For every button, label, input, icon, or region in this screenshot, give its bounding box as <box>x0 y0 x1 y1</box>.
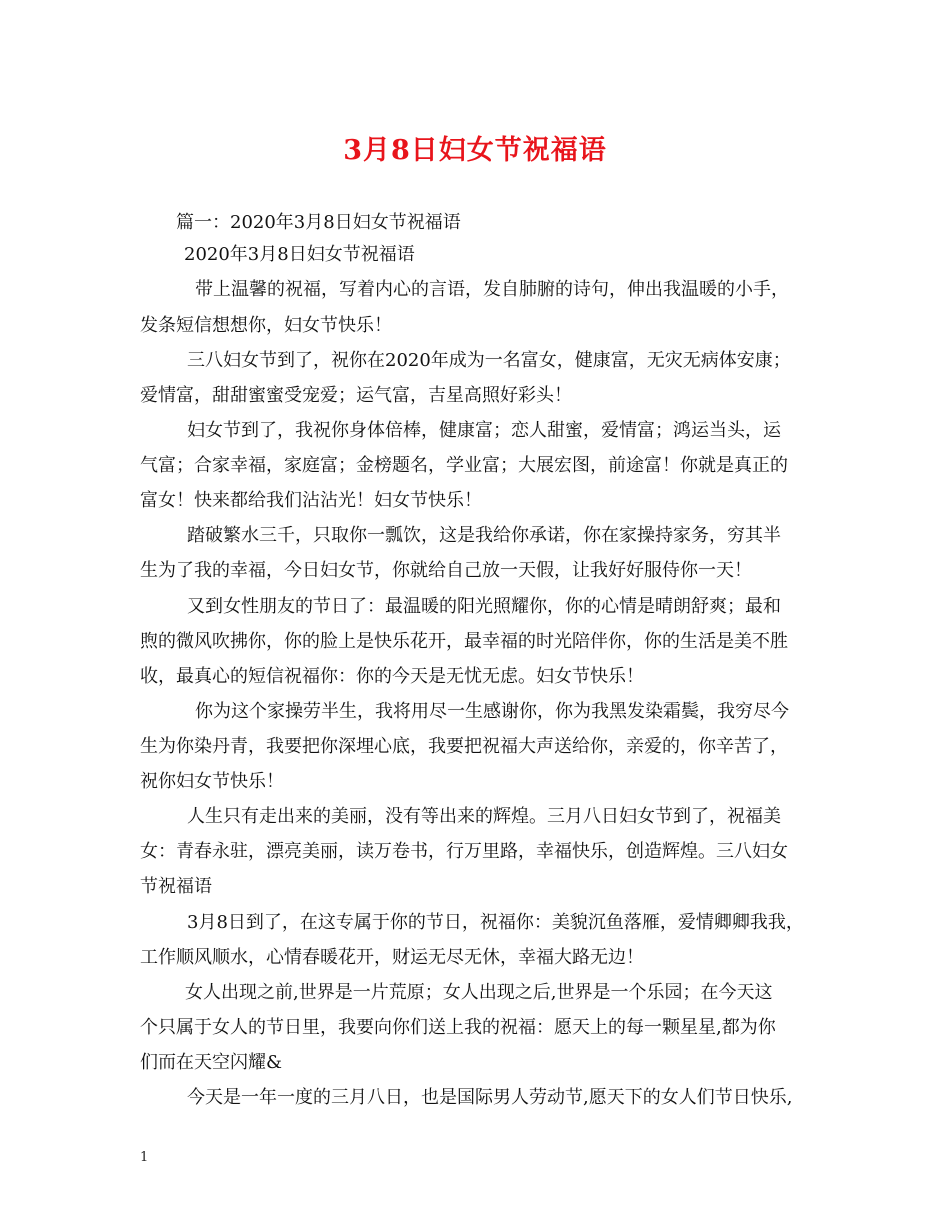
text-line: 爱情富，甜甜蜜蜜受宠爱；运气富，吉星高照好彩头！ <box>140 385 572 406</box>
text-line: 又到女性朋友的节日了：最温暖的阳光照耀你，你的心情是晴朗舒爽；最和 <box>187 596 781 617</box>
text-line: 生为了我的幸福，今日妇女节，你就给自己放一天假，让我好好服侍你一天！ <box>140 560 752 581</box>
text-line: 女人出现之前,世界是一片荒原；女人出现之后,世界是一个乐园；在今天这 <box>185 982 773 1003</box>
document-title: 3月8日妇女节祝福语 <box>343 135 607 166</box>
text-line: 富女！快来都给我们沾沾光！妇女节快乐！ <box>140 490 482 511</box>
text-line: 妇女节到了，我祝你身体倍棒，健康富；恋人甜蜜，爱情富；鸿运当头，运 <box>187 420 781 441</box>
text-line: 生为你染丹青，我要把你深埋心底，我要把祝福大声送给你，亲爱的，你辛苦了， <box>140 736 788 757</box>
text-line: 收，最真心的短信祝福你：你的今天是无忧无虑。妇女节快乐！ <box>140 666 644 687</box>
page-number: 1 <box>140 1150 149 1165</box>
text-line: 3月8日到了，在这专属于你的节日，祝福你：美貌沉鱼落雁，爱情卿卿我我， <box>187 912 804 933</box>
text-line: 煦的微风吹拂你，你的脸上是快乐花开，最幸福的时光陪伴你，你的生活是美不胜 <box>140 631 788 652</box>
text-line: 祝你妇女节快乐！ <box>140 771 284 792</box>
text-line: 今天是一年一度的三月八日，也是国际男人劳动节,愿天下的女人们节日快乐, <box>187 1087 793 1108</box>
text-line: 工作顺风顺水，心情春暖花开，财运无尽无休，幸福大路无边！ <box>140 947 644 968</box>
text-line: 带上温馨的祝福，写着内心的言语，发自肺腑的诗句，伸出我温暖的小手， <box>195 279 789 300</box>
text-line: 你为这个家操劳半生，我将用尽一生感谢你，你为我黑发染霜鬓，我穷尽今 <box>195 701 789 722</box>
text-line: 篇一：2020年3月8日妇女节祝福语 <box>176 212 461 233</box>
text-line: 节祝福语 <box>140 876 212 897</box>
text-line: 们而在天空闪耀& <box>140 1052 283 1073</box>
text-line: 发条短信想想你，妇女节快乐！ <box>140 315 392 336</box>
text-line: 2020年3月8日妇女节祝福语 <box>184 244 415 265</box>
text-line: 三八妇女节到了，祝你在2020年成为一名富女，健康富，无灾无病体安康； <box>187 350 791 371</box>
text-line: 女：青春永驻，漂亮美丽，读万卷书，行万里路，幸福快乐，创造辉煌。三八妇女 <box>140 841 788 862</box>
text-line: 踏破繁水三千，只取你一瓢饮，这是我给你承诺，你在家操持家务，穷其半 <box>187 525 781 546</box>
text-line: 气富；合家幸福，家庭富；金榜题名，学业富；大展宏图，前途富！你就是真正的 <box>140 455 788 476</box>
text-line: 人生只有走出来的美丽，没有等出来的辉煌。三月八日妇女节到了，祝福美 <box>187 806 781 827</box>
text-line: 个只属于女人的节日里，我要向你们送上我的祝福：愿天上的每一颗星星,都为你 <box>140 1017 776 1038</box>
